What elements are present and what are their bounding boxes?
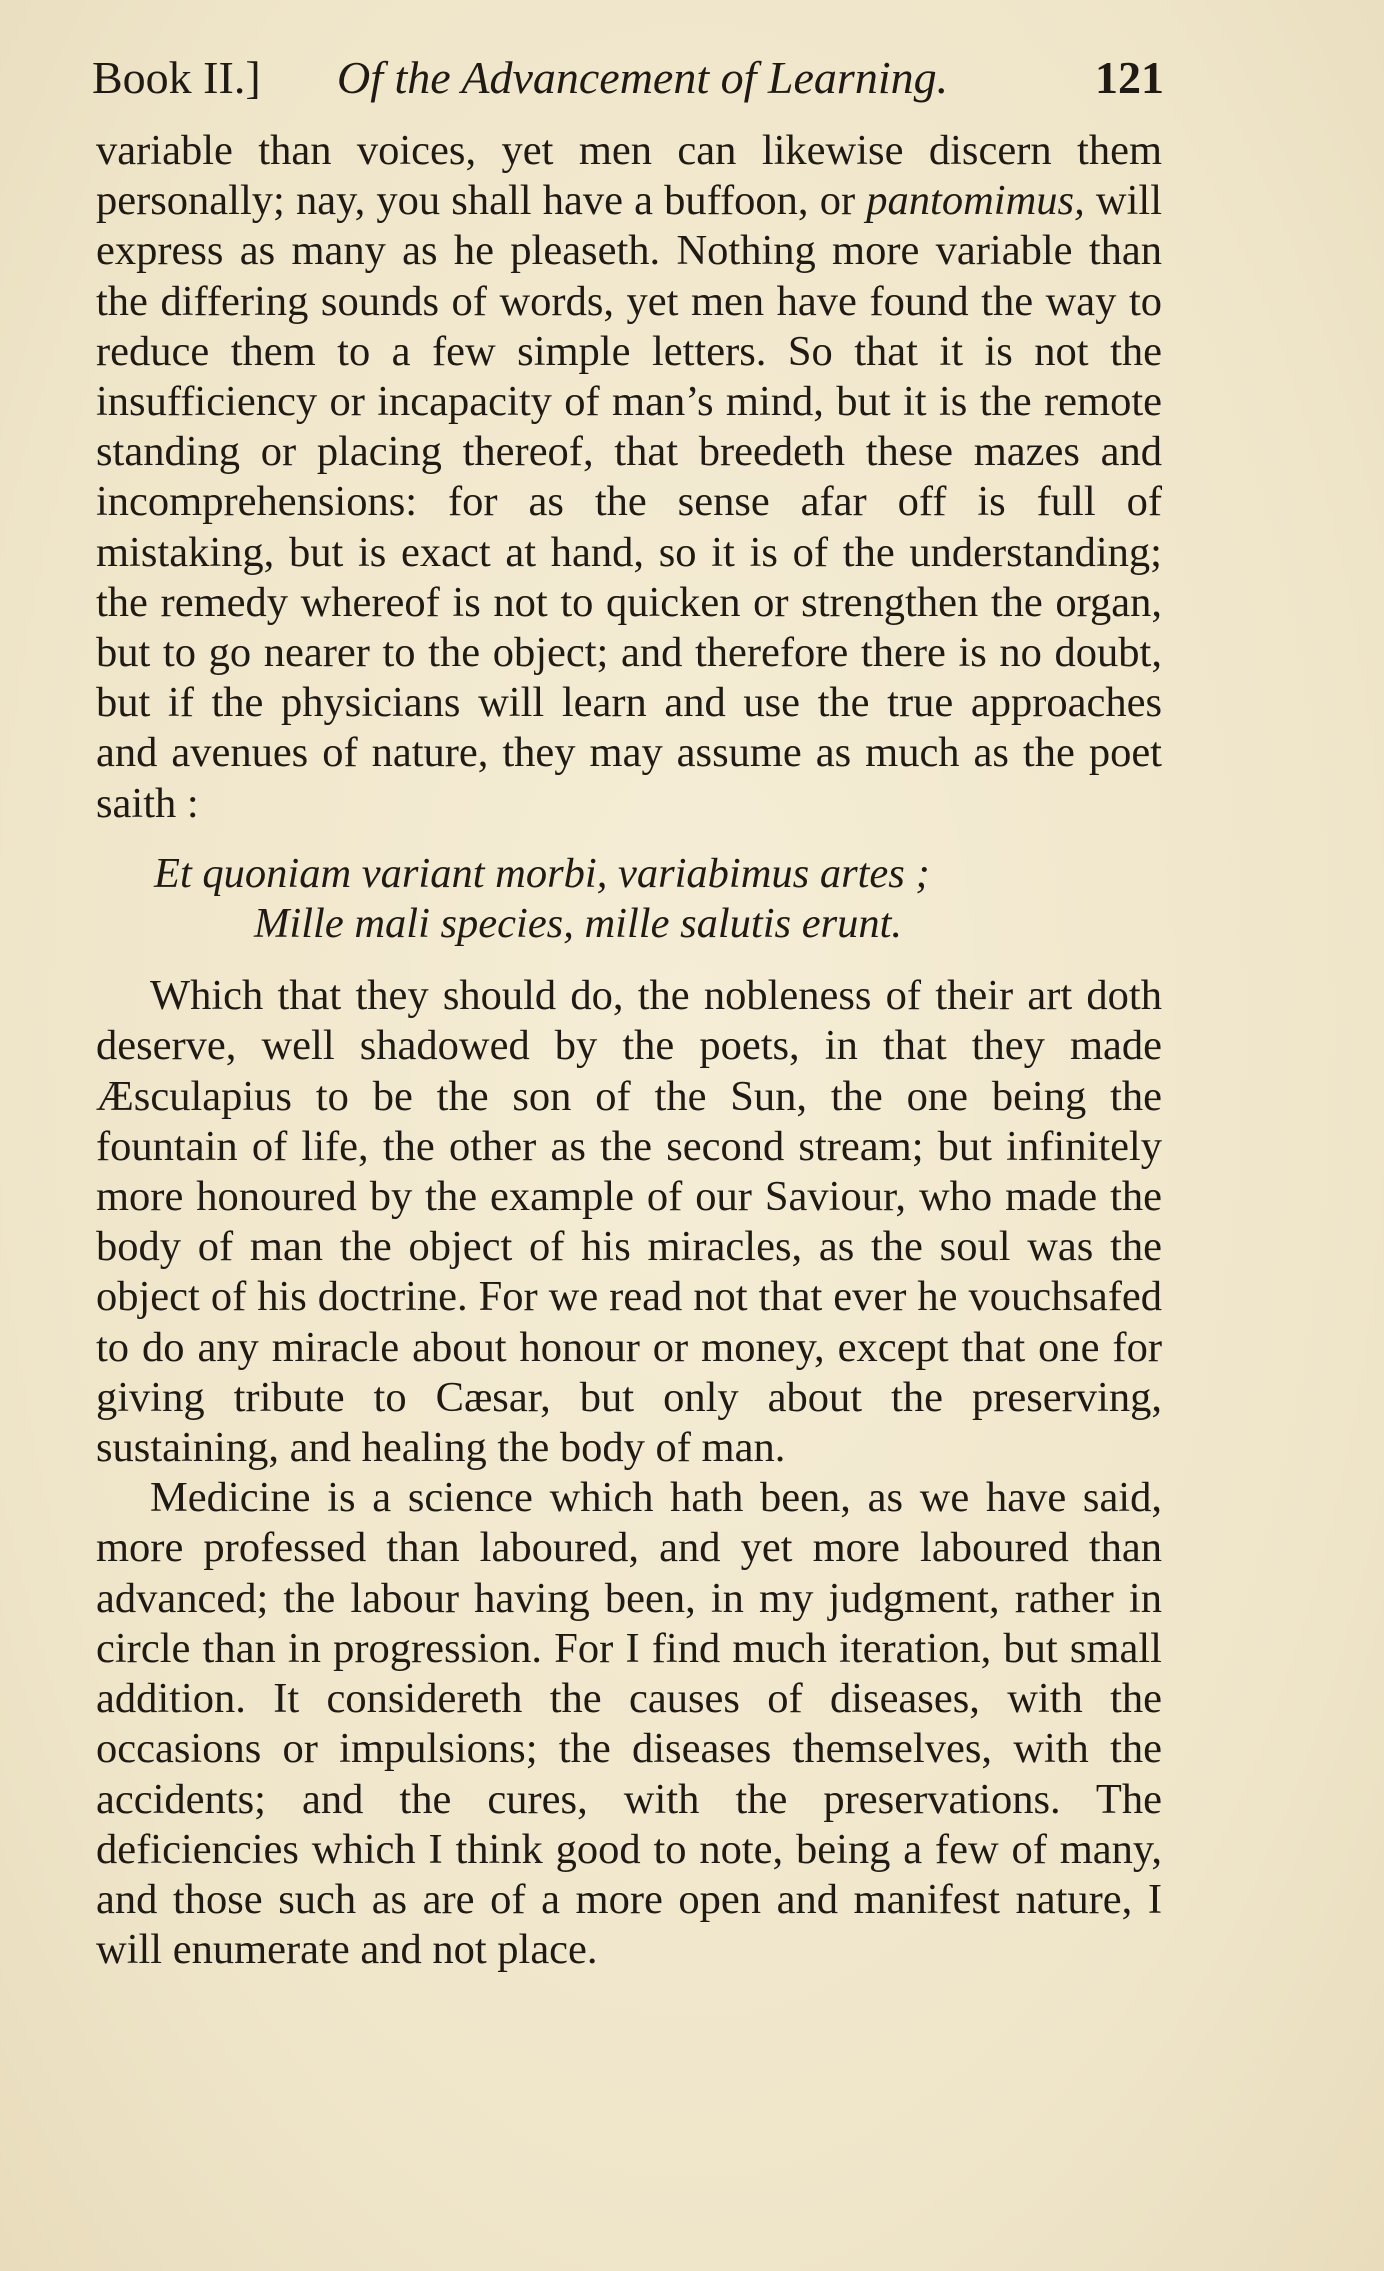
- verse-quotation: [96, 849, 1162, 949]
- verse-line-2: Mille mali species, mille salutis erunt.: [254, 900, 903, 948]
- book-label: Book II.]: [92, 52, 261, 103]
- verse-line-1: Et quoniam variant morbi, variabimus artes ;: [154, 849, 930, 897]
- running-title: Of the Advancement of Learning.: [337, 52, 949, 103]
- page-number: 121: [1095, 52, 1164, 103]
- paragraph-1-start: variable than voices, yet men can likewise discern them personally; nay, you shall have a buffoon, or: [96, 127, 1162, 225]
- body-text: [96, 126, 1162, 1975]
- italic-term: pantomimus,: [866, 177, 1085, 225]
- paragraph-3: Medicine is a science which hath been, as we have said, more professed than laboured, and yet more laboured than advanced; the labour having been, in my judgment, rather in circle than in progression. For I find much iteration, but small addition. It considereth the causes of diseases, with the occasions or impulsions; the diseases themselves, with the accidents; and the cures, with the preservations. The deficiencies which I think good to note, being a few of many, and those such as are of a more open and manifest nature, I will enumerate and not place.: [96, 1474, 1162, 1974]
- paragraph-2: Which that they should do, the nobleness of their art doth deserve, well shadowed by the poets, in that they made Æsculapius to be the son of the Sun, the one being the fountain of life, the other as the second stream; but infinitely more honoured by the example of our Saviour, who made the body of man the object of his miracles, as the soul was the object of his doctrine. For we read not that ever he vouchsafed to do any miracle about honour or money, except that one for giving tribute to Cæsar, but only about the preserving, sustaining, and healing the body of man.: [96, 972, 1162, 1472]
- paragraph-1: [96, 126, 1162, 829]
- running-header: [92, 48, 1164, 108]
- paragraph-1-end: will express as many as he pleaseth. Nothing more variable than the differing sounds of words, yet men have found the way to reduce them to a few simple letters. So that it is not the insufficiency or incapacity of man’s mind, but it is the remote standing or placing thereof, that breedeth these mazes and incomprehensions: for as the sense afar off is full of mistaking, but is exact at hand, so it is of the understanding; the remedy whereof is not to quicken or strengthen the organ, but to go nearer to the object; and therefore there is no doubt, but if the physicians will learn and use the true approaches and avenues of nature, they may assume as much as the poet saith :: [96, 177, 1162, 827]
